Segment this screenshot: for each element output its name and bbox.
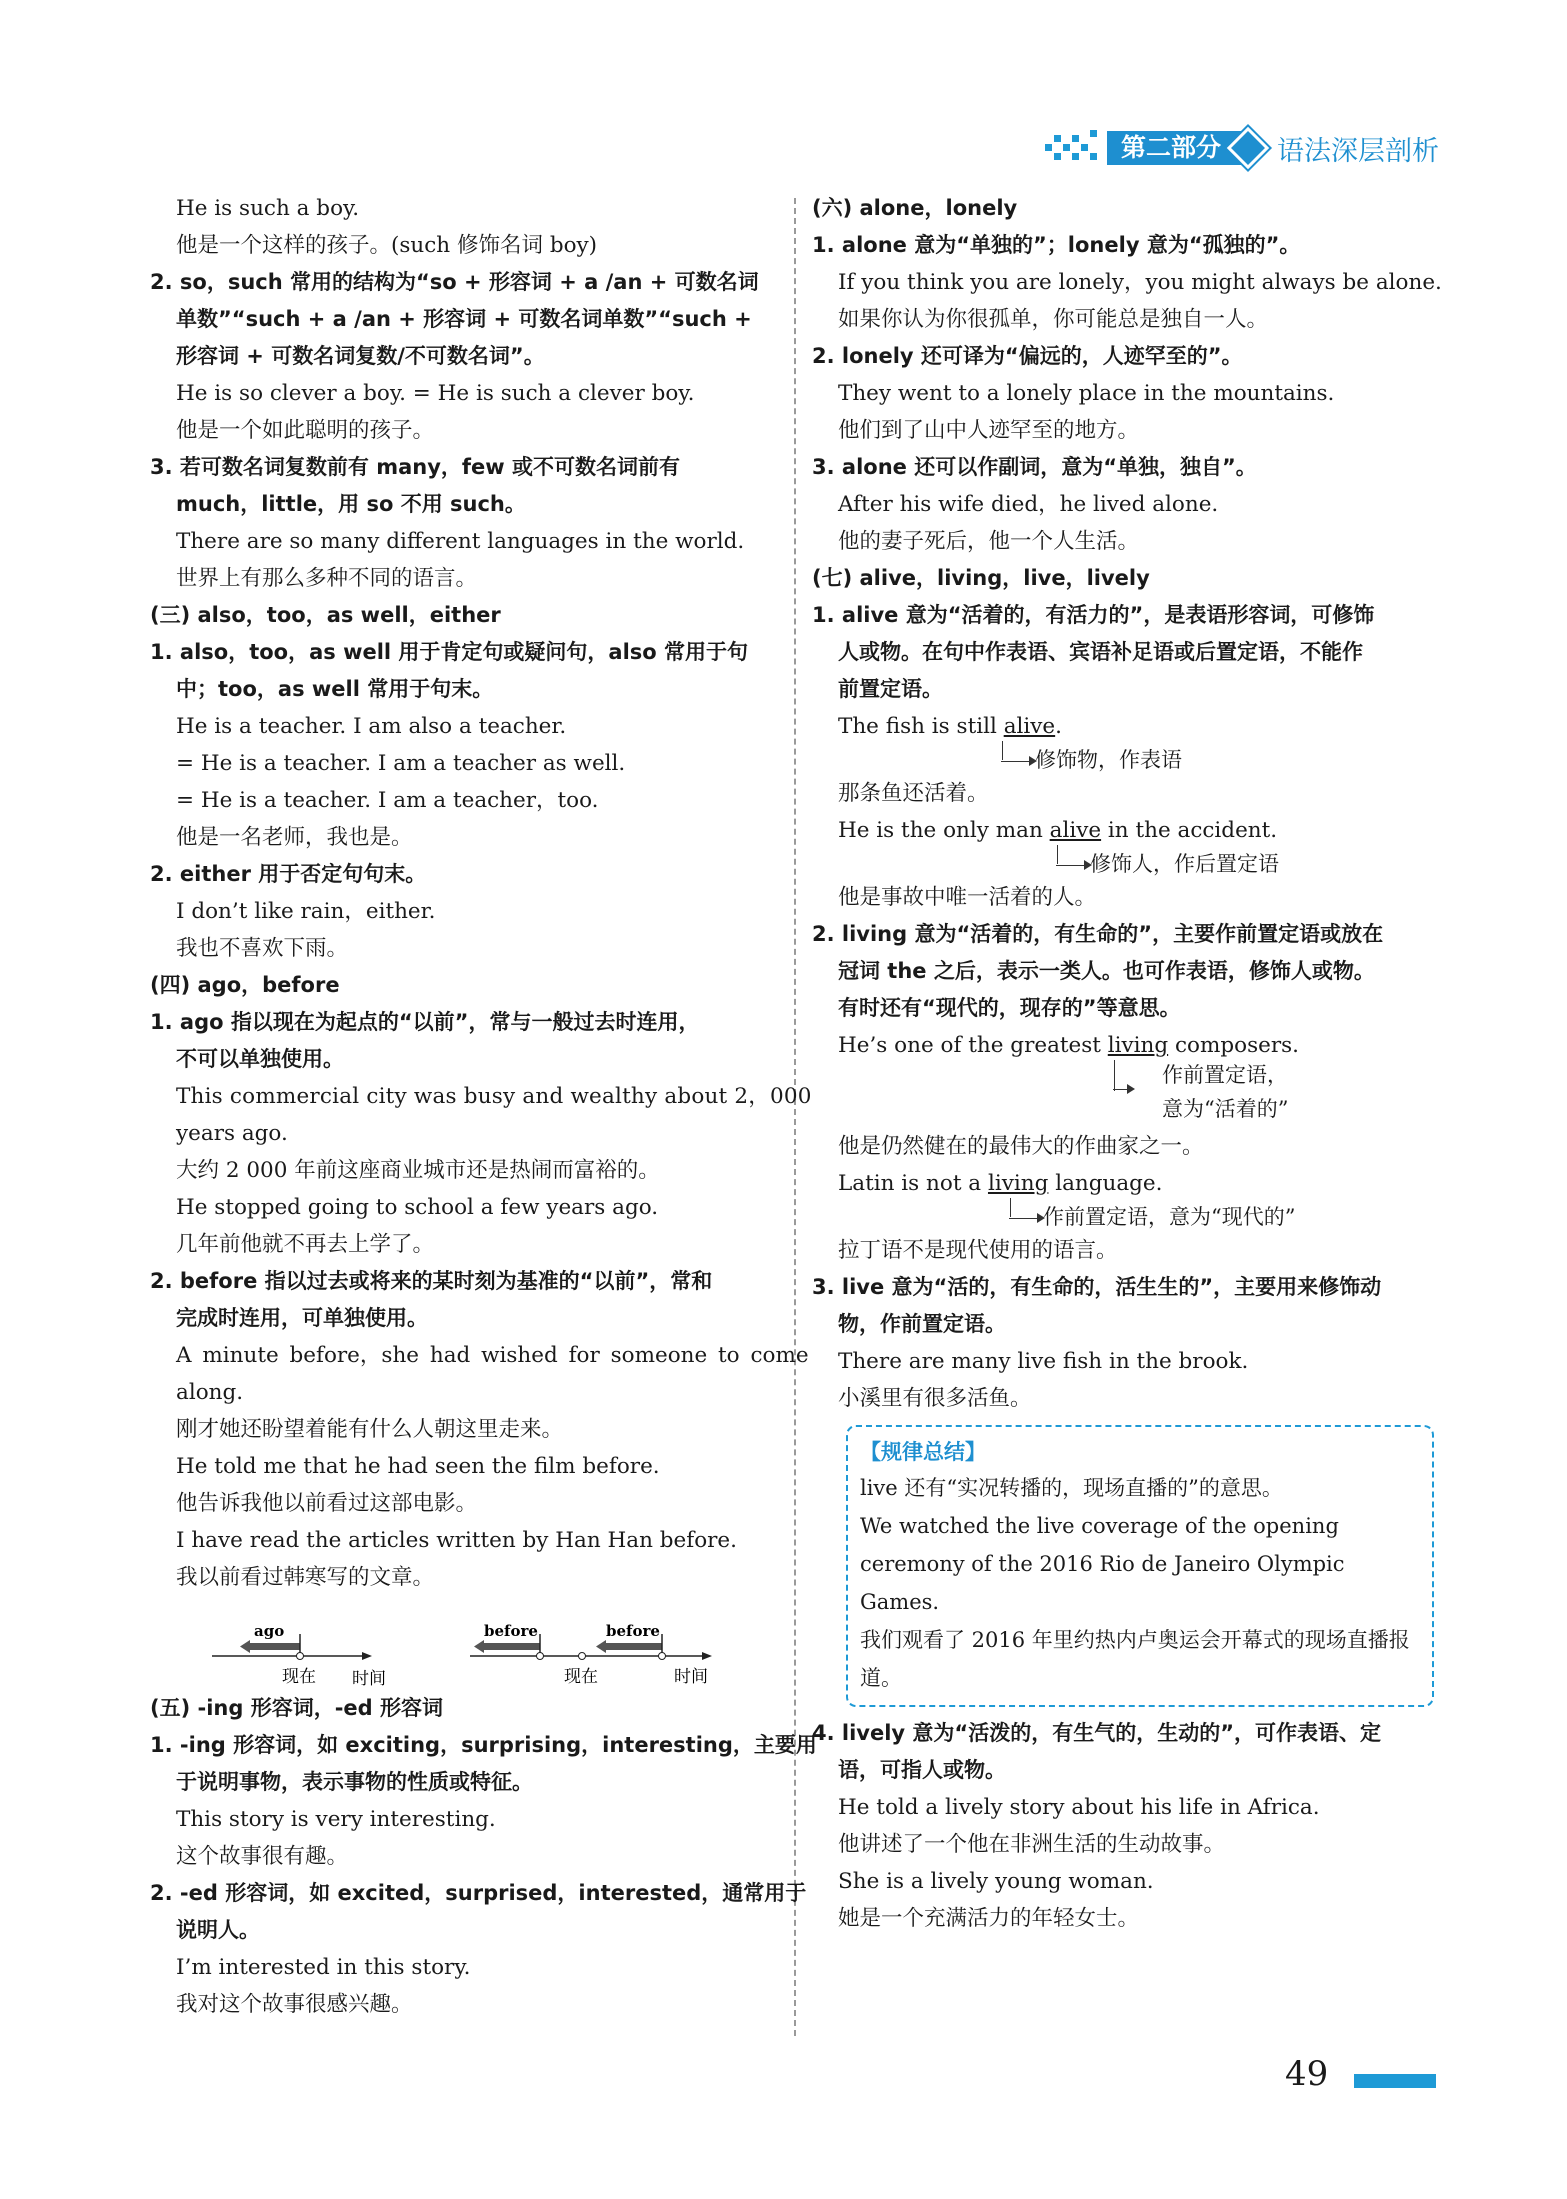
annotation-text: 意为“活着的” (1162, 1097, 1289, 1121)
arrow-icon (1056, 865, 1090, 866)
before-label-1: before (484, 1622, 538, 1640)
rule-point: 1. ago 指以现在为起点的“以前”，常与一般过去时连用， (150, 1010, 700, 1034)
example-line: 她是一个充满活力的年轻女士。 (838, 1906, 1140, 1931)
rule-summary-box (846, 1425, 1434, 1707)
example-line: I’m interested in this story. (176, 1955, 471, 1980)
before-bar-2 (606, 1643, 662, 1650)
example-line (812, 1027, 1452, 1064)
rule-point: 2. before 指以过去或将来的某时刻为基准的“以前”，常和 (150, 1269, 713, 1293)
example-line: 他的妻子死后，他一个人生活。 (838, 529, 1140, 554)
example-line: along. (176, 1380, 244, 1405)
rule-summary-text: live 还有“实况转播的，现场直播的”的意思。 (860, 1476, 1283, 1500)
example-text: in the accident. (1101, 818, 1278, 843)
rule-point: much，little，用 so 不用 such。 (176, 492, 526, 516)
example-line: 世界上有那么多种不同的语言。 (176, 566, 478, 591)
example-text: composers. (1168, 1033, 1299, 1058)
example-line: There are so many different languages in the world. (176, 529, 745, 554)
annotation (812, 745, 1452, 775)
rule-point: 2. so，such 常用的结构为“so + 形容词 + a /an + 可数名词 (150, 270, 759, 294)
example-line: 如果你认为你很孤单，你可能总是独自一人。 (838, 307, 1269, 332)
rule-point: 说明人。 (176, 1918, 260, 1942)
example-line: I don’t like rain，either. (176, 899, 436, 924)
bracket-line (1010, 1198, 1011, 1217)
example-line: 我对这个故事很感兴趣。 (176, 1992, 413, 2017)
example-line: After his wife died，he lived alone. (838, 492, 1219, 517)
page-number-bar (1354, 2074, 1436, 2088)
rule-point: 有时还有“现代的，现存的”等意思。 (838, 996, 1181, 1020)
now-label-2: 现在 (564, 1667, 598, 1687)
example-line: He is such a boy. (176, 196, 360, 221)
rule-point: 3. alone 还可以作副词，意为“单独，独自”。 (812, 455, 1257, 479)
rule-point: 中；too，as well 常用于句末。 (176, 677, 494, 701)
example-text: The fish is still (838, 714, 1004, 739)
example-line: He stopped going to school a few years ago. (176, 1195, 659, 1220)
example-text: . (1055, 714, 1062, 739)
ago-label: ago (254, 1622, 285, 1640)
example-line (812, 812, 1452, 849)
rule-point: 2. lonely 还可译为“偏远的，人迹罕至的”。 (812, 344, 1243, 368)
rule-point: 2. -ed 形容词，如 excited，surprised，interested，通常用于 (150, 1881, 807, 1905)
now-point-1 (297, 1653, 304, 1660)
annotation (812, 1064, 1452, 1128)
bracket-line (1002, 741, 1003, 760)
rule-point: 1. alive 意为“活着的，有活力的”，是表语形容词，可修饰 (812, 603, 1375, 627)
rule-point: 1. -ing 形容词，如 exciting，surprising，interesting，主要用 (150, 1733, 817, 1757)
time-label-1: 时间 (352, 1669, 386, 1688)
time-label-2: 时间 (674, 1667, 708, 1687)
column-divider (794, 198, 796, 2036)
annotation (812, 1202, 1452, 1232)
rule-point: 于说明事物，表示事物的性质或特征。 (176, 1770, 533, 1794)
example-line: They went to a lonely place in the mountains. (838, 381, 1335, 406)
example-line (812, 1165, 1452, 1202)
bracket-line (1057, 845, 1058, 864)
example-line: 大约 2 000 年前这座商业城市还是热闹而富裕的。 (176, 1158, 660, 1183)
before-label-2: before (606, 1622, 660, 1640)
rule-point: 形容词 + 可数名词复数/不可数名词”。 (176, 344, 545, 368)
rule-summary-title: 【规律总结】 (860, 1440, 986, 1464)
example-line: 他是仍然健在的最伟大的作曲家之一。 (838, 1134, 1204, 1159)
arrow-icon (1001, 761, 1035, 762)
rule-point: 4. lively 意为“活泼的，有生气的，生动的”，可作表语、定 (812, 1721, 1382, 1745)
example-line: 我以前看过韩寒写的文章。 (176, 1565, 435, 1590)
example-line: I have read the articles written by Han Han before. (176, 1528, 737, 1553)
example-text: He is the only man (838, 818, 1050, 843)
rule-point: 物，作前置定语。 (838, 1312, 1006, 1336)
example-line: This story is very interesting. (176, 1807, 496, 1832)
annotation (812, 849, 1452, 879)
annotation-text: 修饰物，作表语 (1035, 748, 1182, 772)
rule-point: 前置定语。 (838, 677, 943, 701)
past-point (537, 1653, 544, 1660)
right-column (812, 190, 1452, 1937)
annotation-text: 作前置定语，意为“现代的” (1043, 1205, 1296, 1229)
underlined-word: alive (1003, 714, 1056, 739)
example-line: 小溪里有很多活鱼。 (838, 1386, 1032, 1411)
ago-arrowhead (240, 1640, 250, 1653)
example-line: If you think you are lonely，you might always be alone. (838, 270, 1442, 295)
section-heading: (六) alone，lonely (812, 196, 1018, 220)
example-line: She is a lively young woman. (838, 1869, 1154, 1894)
rule-point: 单数”“such + a /an + 形容词 + 可数名词单数”“such + (176, 307, 752, 331)
timeline-diagram (150, 1616, 780, 1688)
rule-point: 2. either 用于否定句句末。 (150, 862, 427, 886)
example-line: He is a teacher. I am also a teacher. (176, 714, 567, 739)
rule-point: 3. live 意为“活的，有生命的，活生生的”，主要用来修饰动 (812, 1275, 1382, 1299)
rule-point: 3. 若可数名词复数前有 many，few 或不可数名词前有 (150, 455, 680, 479)
example-line: 拉丁语不是现代使用的语言。 (838, 1238, 1118, 1263)
arrow-icon (1113, 1089, 1133, 1090)
example-line: He is so clever a boy. = He is such a clever boy. (176, 381, 695, 406)
rule-point: 语，可指人或物。 (838, 1758, 1006, 1782)
future-point (659, 1653, 666, 1660)
rule-point: 1. also，too，as well 用于肯定句或疑问句，also 常用于句 (150, 640, 749, 664)
example-line: 他讲述了一个他在非洲生活的生动故事。 (838, 1832, 1226, 1857)
now-point-2 (579, 1653, 586, 1660)
example-line: 刚才她还盼望着能有什么人朝这里走来。 (176, 1417, 564, 1442)
example-line: 他是一个这样的孩子。(such 修饰名词 boy) (176, 233, 598, 258)
part-label: 第二部分 (1107, 131, 1243, 165)
example-line (812, 708, 1452, 745)
rule-point: 2. living 意为“活着的，有生命的”，主要作前置定语或放在 (812, 922, 1384, 946)
arrow-icon (1009, 1218, 1043, 1219)
example-line: 他是一名老师，我也是。 (176, 825, 413, 850)
rule-point: 人或物。在句中作表语、宾语补足语或后置定语，不能作 (838, 640, 1363, 664)
underlined-word: living (987, 1171, 1049, 1196)
example-text: Latin is not a (838, 1171, 988, 1196)
underlined-word: alive (1049, 818, 1102, 843)
pixel-decoration-icon (1045, 130, 1103, 166)
bracket-line (1114, 1060, 1115, 1091)
example-line: 几年前他就不再去上学了。 (176, 1232, 435, 1257)
example-line: 他是事故中唯一活着的人。 (838, 885, 1097, 910)
page-header (1045, 128, 1439, 168)
example-line: There are many live fish in the brook. (838, 1349, 1249, 1374)
section-heading: (五) -ing 形容词，-ed 形容词 (150, 1696, 444, 1720)
example-line: 他告诉我他以前看过这部电影。 (176, 1491, 478, 1516)
page-number: 49 (1285, 2054, 1329, 2094)
section-heading: (七) alive，living，live，lively (812, 566, 1150, 590)
before-arrowhead-2 (596, 1640, 606, 1653)
timeline-svg (212, 1616, 772, 1688)
example-line: = He is a teacher. I am a teacher，too. (176, 788, 599, 813)
example-line: 他是一个如此聪明的孩子。 (176, 418, 435, 443)
rule-point: 不可以单独使用。 (176, 1047, 344, 1071)
example-line: 我也不喜欢下雨。 (176, 936, 349, 961)
example-line: = He is a teacher. I am a teacher as well. (176, 751, 626, 776)
example-line: A minute before，she had wished for someone to come (176, 1343, 809, 1368)
rule-point: 完成时连用，可单独使用。 (176, 1306, 428, 1330)
underlined-word: living (1107, 1033, 1169, 1058)
annotation-text: 作前置定语， (1162, 1063, 1288, 1087)
example-line: 他们到了山中人迹罕至的地方。 (838, 418, 1140, 443)
example-line: He told a lively story about his life in Africa. (838, 1795, 1320, 1820)
now-label-1: 现在 (282, 1667, 316, 1687)
before-arrowhead-1 (474, 1640, 484, 1653)
rule-point: 冠词 the 之后，表示一类人。也可作表语，修饰人或物。 (838, 959, 1375, 983)
ago-axis-arrowhead (362, 1652, 372, 1660)
chapter-title: 语法深层剖析 (1277, 135, 1439, 167)
example-line: This commercial city was busy and wealthy about 2，000 (176, 1084, 812, 1109)
example-text: language. (1048, 1171, 1163, 1196)
ago-bar (250, 1643, 300, 1650)
left-column (150, 190, 817, 2023)
before-axis-arrowhead (702, 1652, 712, 1660)
rule-point: 1. alone 意为“单独的”；lonely 意为“孤独的”。 (812, 233, 1301, 257)
example-line: He told me that he had seen the film before. (176, 1454, 660, 1479)
annotation-text: 修饰人，作后置定语 (1090, 852, 1279, 876)
example-line: years ago. (176, 1121, 288, 1146)
example-text: He’s one of the greatest (838, 1033, 1108, 1058)
example-line: 那条鱼还活着。 (838, 781, 989, 806)
example-line: 这个故事很有趣。 (176, 1844, 349, 1869)
rule-summary-text: We watched the live coverage of the opening ceremony of the 2016 Rio de Janeiro Olympic Games. (860, 1514, 1345, 1614)
section-heading: (四) ago，before (150, 973, 340, 997)
before-bar-1 (484, 1643, 540, 1650)
section-heading: (三) also，too，as well，either (150, 603, 501, 627)
rule-summary-text: 我们观看了 2016 年里约热内卢奥运会开幕式的现场直播报道。 (860, 1628, 1410, 1690)
